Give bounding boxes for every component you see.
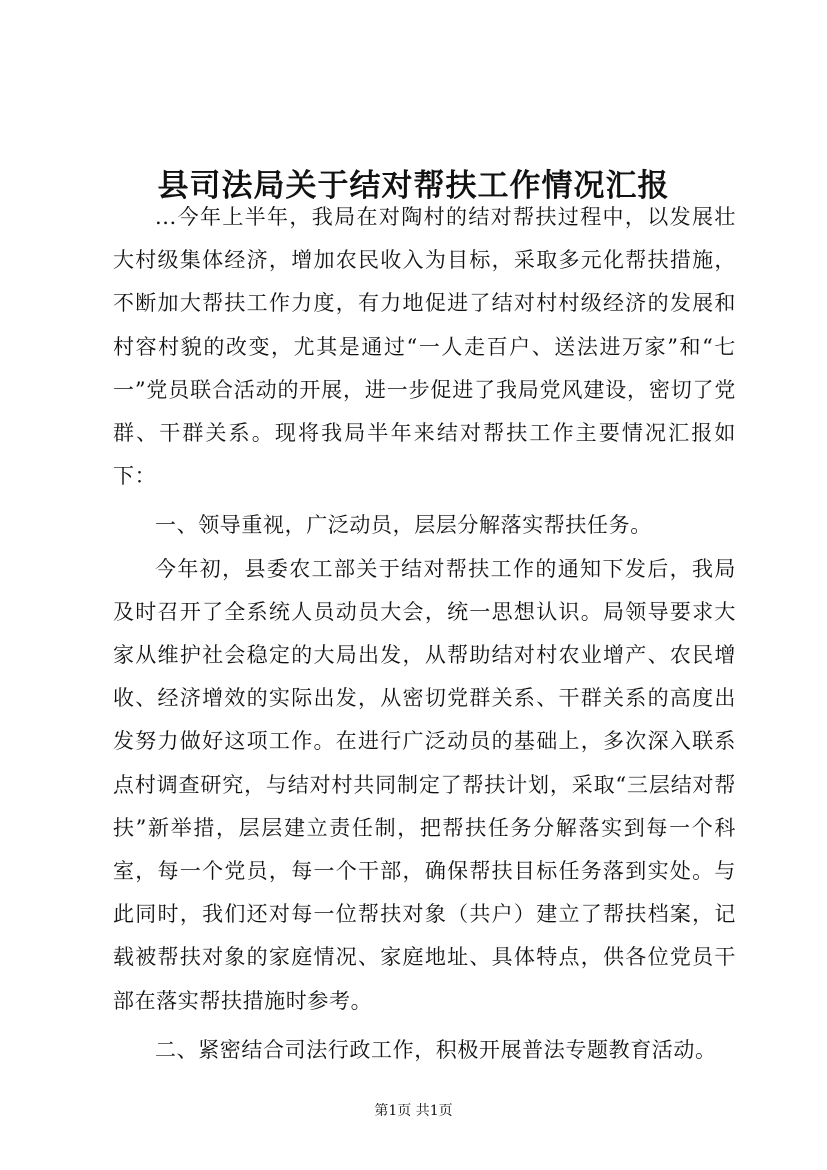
page-title: 县司法局关于结对帮扶工作情况汇报 <box>157 167 670 204</box>
intro-paragraph: ...今年上半年，我局在对陶村的结对帮扶过程中，以发展壮大村级集体经济，增加农民收入为目标，采取多元化帮扶措施，不断加大帮扶工作力度，有力地促进了结对村村级经济的发展和村容村貌的改变，尤其是通过“一人走百户、送法进万家”和“七一”党员联合活动的开展，进一步促进了我局党风建设，密切了党群、干群关系。现将我局半年来结对帮扶工作主要情况汇报如下： <box>113 205 736 489</box>
page-number-footer: 第1页 共1页 <box>374 1103 453 1119</box>
document-body <box>113 196 736 1072</box>
section-heading-1: 一、领导重视，广泛动员，层层分解落实帮扶任务。 <box>155 513 652 538</box>
section-1-paragraph: 今年初，县委农工部关于结对帮扶工作的通知下发后，我局及时召开了全系统人员动员大会，统一思想认识。局领导要求大家从维护社会稳定的大局出发，从帮助结对村农业增产、农民增收、经济增效的实际出发，从密切党群关系、干群关系的高度出发努力做好这项工作。在进行广泛动员的基础上，多次深入联系点村调查研究，与结对村共同制定了帮扶计划，采取“三层结对帮扶”新举措，层层建立责任制，把帮扶任务分解落实到每一个科室，每一个党员，每一个干部，确保帮扶目标任务落到实处。与此同时，我们还对每一位帮扶对象（共户）建立了帮扶档案，记载被帮扶对象的家庭情况、家庭地址、具体特点，供各位党员干部在落实帮扶措施时参考。 <box>113 556 736 1013</box>
section-heading-2: 二、紧密结合司法行政工作，积极开展普法专题教育活动。 <box>155 1037 717 1062</box>
